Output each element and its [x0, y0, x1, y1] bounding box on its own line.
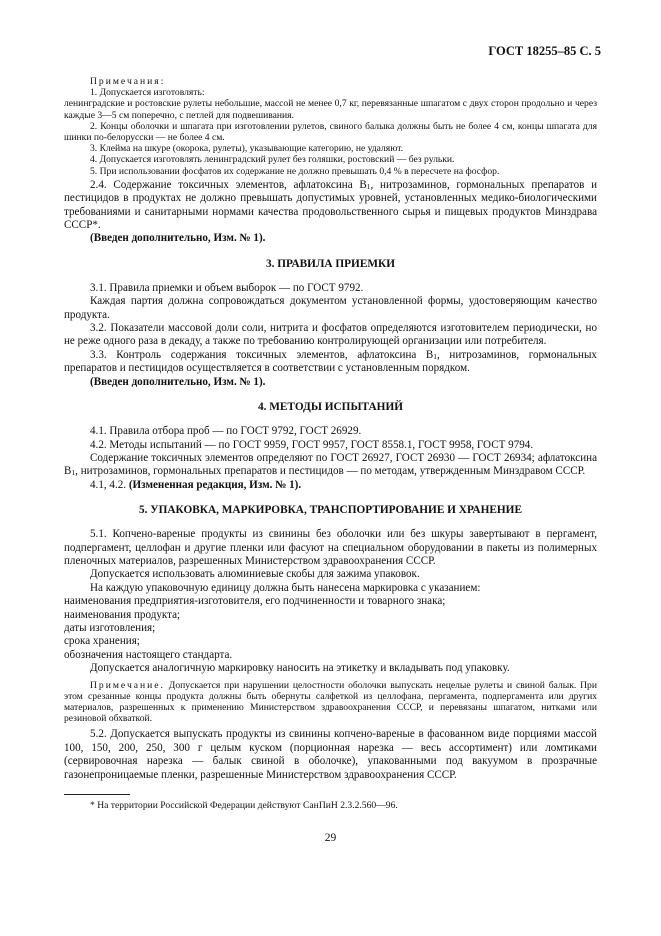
paragraph-5-1-d: Допускается аналогичную маркировку наносить на этикетку и вкладывать под упаковку. — [90, 662, 510, 675]
p42b-subscript: 1 — [71, 468, 76, 478]
marking-item-4: срока хранения; — [64, 635, 140, 648]
note-text: Допускается при нарушении целостности оболочки выпускать нецелые рулеты и свиной балык. При этом срезанные концы продукта должны быть обернуты салфеткой из целлофана, пергамента, подпергамента или других материалов, разрешенных к применению Министерством здравоохранения СССР, и перевязаны шпагатом, нитками или резиновой обхваткой. — [64, 679, 597, 725]
p42b-text-b: , нитрозаминов, гормональных препаратов и пестицидов — по методам, утвержденным Минздравом СССР. — [75, 465, 586, 478]
p33-subscript: 1 — [433, 351, 438, 361]
note-1-detail: ленинградские и ростовские рулеты небольшие, массой не менее 0,7 кг, перевязанные шпагатом с двух сторон продольно и через каждые 3—5 см поперечно, с петлей для подвешивания. — [64, 98, 597, 121]
paragraph-5-1-c: На каждую упаковочную единицу должна быть нанесена маркировка с указанием: — [90, 581, 481, 594]
amendment-note: (Введен дополнительно, Изм. № 1). — [90, 232, 266, 245]
amend-text: (Измененная редакция, Изм. № 1). — [128, 478, 302, 491]
marking-item-1: наименования предприятия-изготовителя, его подчиненности и товарного знака; — [64, 595, 446, 608]
notes-title: Примечания: — [90, 76, 166, 87]
paragraph-5-1: 5.1. Копчено-вареные продукты из свинины без оболочки или без шкуры завертывают в пергамент, подпергамент, целлофан и другие пленки или фасуют на специальном оборудовании в пакеты из полимерных пленочных материалов, разрешенных Министерством здравоохранения СССР. — [64, 528, 597, 567]
paragraph-3-1-b: Каждая партия должна сопровождаться документом установленной формы, удостоверяющим качество продукта. — [64, 295, 597, 321]
page-header: ГОСТ 18255–85 С. 5 — [488, 44, 601, 58]
section-4-title: 4. МЕТОДЫ ИСПЫТАНИЙ — [257, 401, 404, 414]
note-3: 3. Клейма на шкуре (окорока, рулеты), указывающие категорию, не удаляют. — [90, 143, 404, 155]
paragraph-3-3 — [64, 349, 597, 376]
p42b-text-a: Содержание токсичных элементов определяют по ГОСТ 26927, ГОСТ 26930 — ГОСТ 26934; афлатоксина B — [64, 451, 597, 478]
section-5-title: 5. УПАКОВКА, МАРКИРОВКА, ТРАНСПОРТИРОВАНИЕ И ХРАНЕНИЕ — [139, 504, 522, 517]
footnote: * На территории Российской Федерации действуют СанПиН 2.3.2.560—96. — [90, 800, 398, 812]
marking-item-2: наименования продукта; — [64, 608, 181, 621]
p33-text-a: 3.3. Контроль содержания токсичных элементов, афлатоксина B — [90, 348, 434, 361]
note-4: 4. Допускается изготовлять ленинградский рулет без голяшки, ростовский — без рульки. — [90, 154, 455, 166]
section-3-title: 3. ПРАВИЛА ПРИЕМКИ — [265, 257, 396, 270]
paragraph-5-2: 5.2. Допускается выпускать продукты из свинины копчено-вареные в фасованном виде порциями массой 100, 150, 200, 250, 300 г целым куском (порционная нарезка — весь ассортимент) или ломтиками (сервировочная нарезка — балык свиной в оболочке), упакованными под вакуумом в прозрачные газонепроницаемые пленки, разрешенные Министерством здравоохранения СССР. — [64, 728, 597, 781]
section-4-amendment — [64, 479, 597, 492]
note-2: 2. Концы оболочки и шпагата при изготовлении рулетов, свиного балыка должны быть не более 4 см, концы шпагата для шинки по-белорусски — не более 4 см. — [64, 120, 597, 144]
section-5-note — [64, 680, 597, 725]
note-1: 1. Допускается изготовлять: — [90, 87, 205, 99]
p24-subscript: 1 — [366, 181, 371, 191]
paragraph-5-1-b: Допускается использовать алюминиевые скобы для зажима упаковок. — [90, 568, 420, 581]
p24-text-a: 2.4. Содержание токсичных элементов, афлатоксина B — [90, 178, 367, 191]
marking-item-5: обозначения настоящего стандарта. — [64, 648, 233, 661]
p24-text-b: , нитрозаминов, гормональных препаратов и пестицидов в продуктах не должно превышать допустимых уровней, установленных медико-биологическими требованиями и санитарными нормами качества продовольственного сырья и пищевых продуктов Минздрава СССР*. — [64, 178, 598, 232]
section-3-amendment: (Введен дополнительно, Изм. № 1). — [90, 375, 266, 388]
paragraph-3-2: 3.2. Показатели массовой доли соли, нитрита и фосфатов определяются изготовителем периодически, но не реже одного раза в декаду, а также по требованию контролирующей организации или потребителя. — [64, 322, 597, 348]
paragraph-4-1: 4.1. Правила отбора проб — по ГОСТ 9792, ГОСТ 26929. — [90, 425, 362, 438]
page-number: 29 — [324, 832, 337, 844]
footnote-divider — [64, 794, 130, 795]
paragraph-4-2-b — [64, 452, 597, 479]
paragraph-4-2: 4.2. Методы испытаний — по ГОСТ 9959, ГОСТ 9957, ГОСТ 8558.1, ГОСТ 9958, ГОСТ 9794. — [90, 438, 534, 451]
marking-item-3: даты изготовления; — [64, 621, 156, 634]
page-content — [64, 76, 597, 811]
paragraph-2-4 — [64, 179, 597, 233]
paragraph-3-1: 3.1. Правила приемки и объем выборок — по ГОСТ 9792. — [90, 281, 364, 294]
note-title: Примечание. — [90, 679, 165, 691]
p33-text-b: , нитрозаминов, гормональных препаратов и пестицидов осуществляется в соответствии с установленным порядком. — [64, 348, 597, 375]
amend-prefix: 4.1, 4.2. — [90, 478, 129, 491]
note-5: 5. При использовании фосфатов их содержание не должно превышать 0,4 % в пересчете на фосфор. — [90, 165, 500, 177]
